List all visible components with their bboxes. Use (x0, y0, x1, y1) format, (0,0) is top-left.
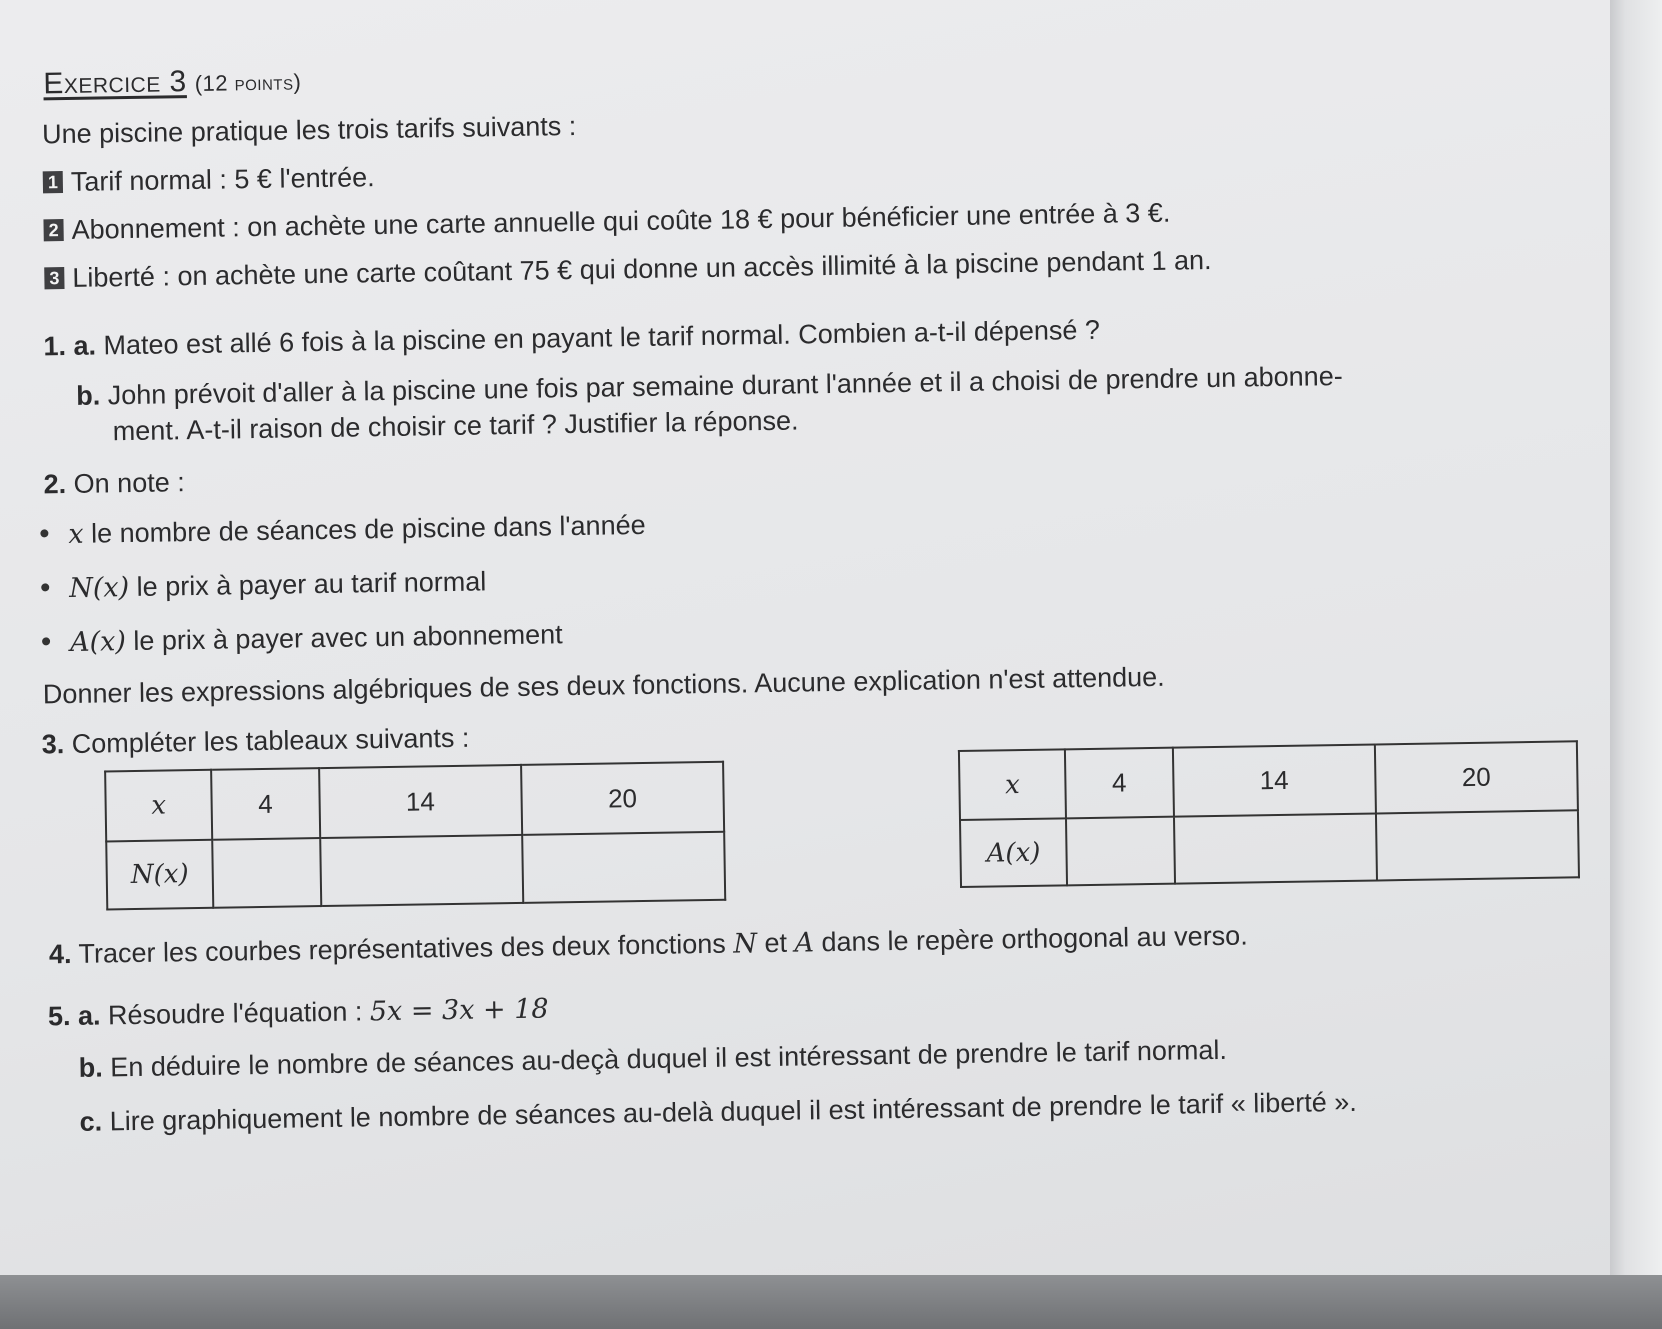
table-empty-cell[interactable] (1174, 814, 1377, 884)
tariff-text: Tarif normal : 5 € l'entrée. (70, 162, 375, 197)
exercise-points: (12 points) (194, 69, 302, 96)
question-5a (48, 992, 549, 1035)
question-text: John prévoit d'aller à la piscine une fois par semaine durant l'année et il a choisi de prendre un abonne- (107, 360, 1343, 411)
definition-item (40, 508, 646, 553)
definition-text: le prix à payer avec un abonnement (125, 619, 563, 657)
question-number: c. (79, 1106, 103, 1137)
question-1b-continued: ment. A-t-il raison de choisir ce tarif ? Justifier la réponse. (112, 405, 799, 447)
question-number: b. (75, 380, 101, 411)
question-2-instruction: Donner les expressions algébriques de ses deux fonctions. Aucune explication n'est attendue. (42, 661, 1165, 710)
table-row (960, 810, 1579, 887)
question-text: dans le repère orthogonal au verso. (813, 920, 1248, 958)
question-number: 5. a. (47, 1000, 101, 1032)
question-text: Lire graphiquement le nombre de séances au-delà duquel il est intéressant de prendre le tarif « liberté ». (109, 1086, 1358, 1137)
math-symbol: A (794, 927, 815, 959)
question-text: En déduire le nombre de séances au-deçà duquel il est intéressant de prendre le tarif normal. (110, 1034, 1228, 1083)
question-text: Résoudre l'équation : (107, 996, 371, 1031)
table-normal-price (104, 761, 726, 911)
math-symbol: x (68, 518, 84, 550)
definition-item (42, 617, 563, 660)
table-header-row (105, 762, 724, 842)
table-header-cell: 14 (1173, 744, 1376, 816)
question-5b (79, 1033, 1228, 1085)
question-1a (43, 313, 1100, 364)
definition-text: le prix à payer au tarif normal (128, 566, 487, 603)
tariff-item-1 (43, 160, 375, 199)
tariff-text: Abonnement : on achète une carte annuelle qui coûte 18 € pour bénéficier une entrée à 3 €. (71, 197, 1171, 245)
table-row-label: N(x) (106, 840, 213, 910)
table-header-cell: 4 (1065, 748, 1174, 819)
question-number: 1. a. (43, 330, 97, 362)
math-symbol: N(x) (69, 572, 130, 604)
question-number: 2. (43, 469, 67, 500)
table-subscription-price (958, 740, 1580, 888)
tariff-badge: 1 (43, 171, 63, 193)
definition-item (41, 564, 487, 606)
tariff-item-2 (43, 196, 1170, 248)
tariff-text: Liberté : on achète une carte coûtant 75 € qui donne un accès illimité à la piscine pendant 1 an. (72, 245, 1212, 293)
question-text: Mateo est allé 6 fois à la piscine en payant le tarif normal. Combien a-t-il dépensé ? (103, 314, 1101, 361)
equation: 5x = 3x + 18 (369, 993, 549, 1028)
question-text: On note : (73, 467, 185, 499)
table-header-cell: x (105, 770, 212, 842)
math-symbol: A(x) (69, 626, 127, 658)
table-header-cell: 14 (319, 765, 522, 838)
question-3 (41, 721, 469, 762)
math-symbol: N (733, 928, 758, 960)
exercise-intro: Une piscine pratique les trois tarifs suivants : (41, 110, 577, 150)
bullet-icon (41, 583, 49, 591)
question-text: et (756, 927, 795, 959)
table-empty-cell[interactable] (1066, 817, 1175, 886)
question-number: 3. (41, 729, 65, 760)
tariff-item-3 (44, 243, 1212, 295)
table-empty-cell[interactable] (320, 835, 523, 906)
question-number: b. (78, 1052, 104, 1083)
table-header-row (959, 741, 1578, 820)
table-empty-cell[interactable] (522, 832, 725, 903)
exercise-name: Exercice 3 (43, 65, 187, 101)
question-text: Tracer les courbes représentatives des deux fonctions (78, 928, 734, 969)
question-number: 4. (48, 938, 72, 970)
question-5c (79, 1085, 1357, 1139)
bullet-icon (42, 637, 50, 645)
question-text: Compléter les tableaux suivants : (71, 722, 470, 759)
bullet-icon (40, 529, 48, 537)
definition-text: le nombre de séances de piscine dans l'année (83, 509, 646, 549)
exercise-title (43, 63, 302, 103)
question-2 (43, 465, 185, 501)
table-header-cell: 20 (1375, 741, 1578, 813)
tariff-badge: 2 (43, 219, 63, 241)
table-surface (0, 1275, 1662, 1329)
table-header-cell: 4 (211, 768, 320, 840)
table-header-cell: 20 (521, 762, 724, 835)
table-row-label: A(x) (960, 818, 1067, 887)
table-row (106, 832, 725, 910)
table-header-cell: x (959, 749, 1066, 820)
question-4 (49, 919, 1248, 973)
table-empty-cell[interactable] (1376, 810, 1579, 880)
table-empty-cell[interactable] (212, 838, 321, 908)
tariff-badge: 3 (44, 267, 64, 289)
